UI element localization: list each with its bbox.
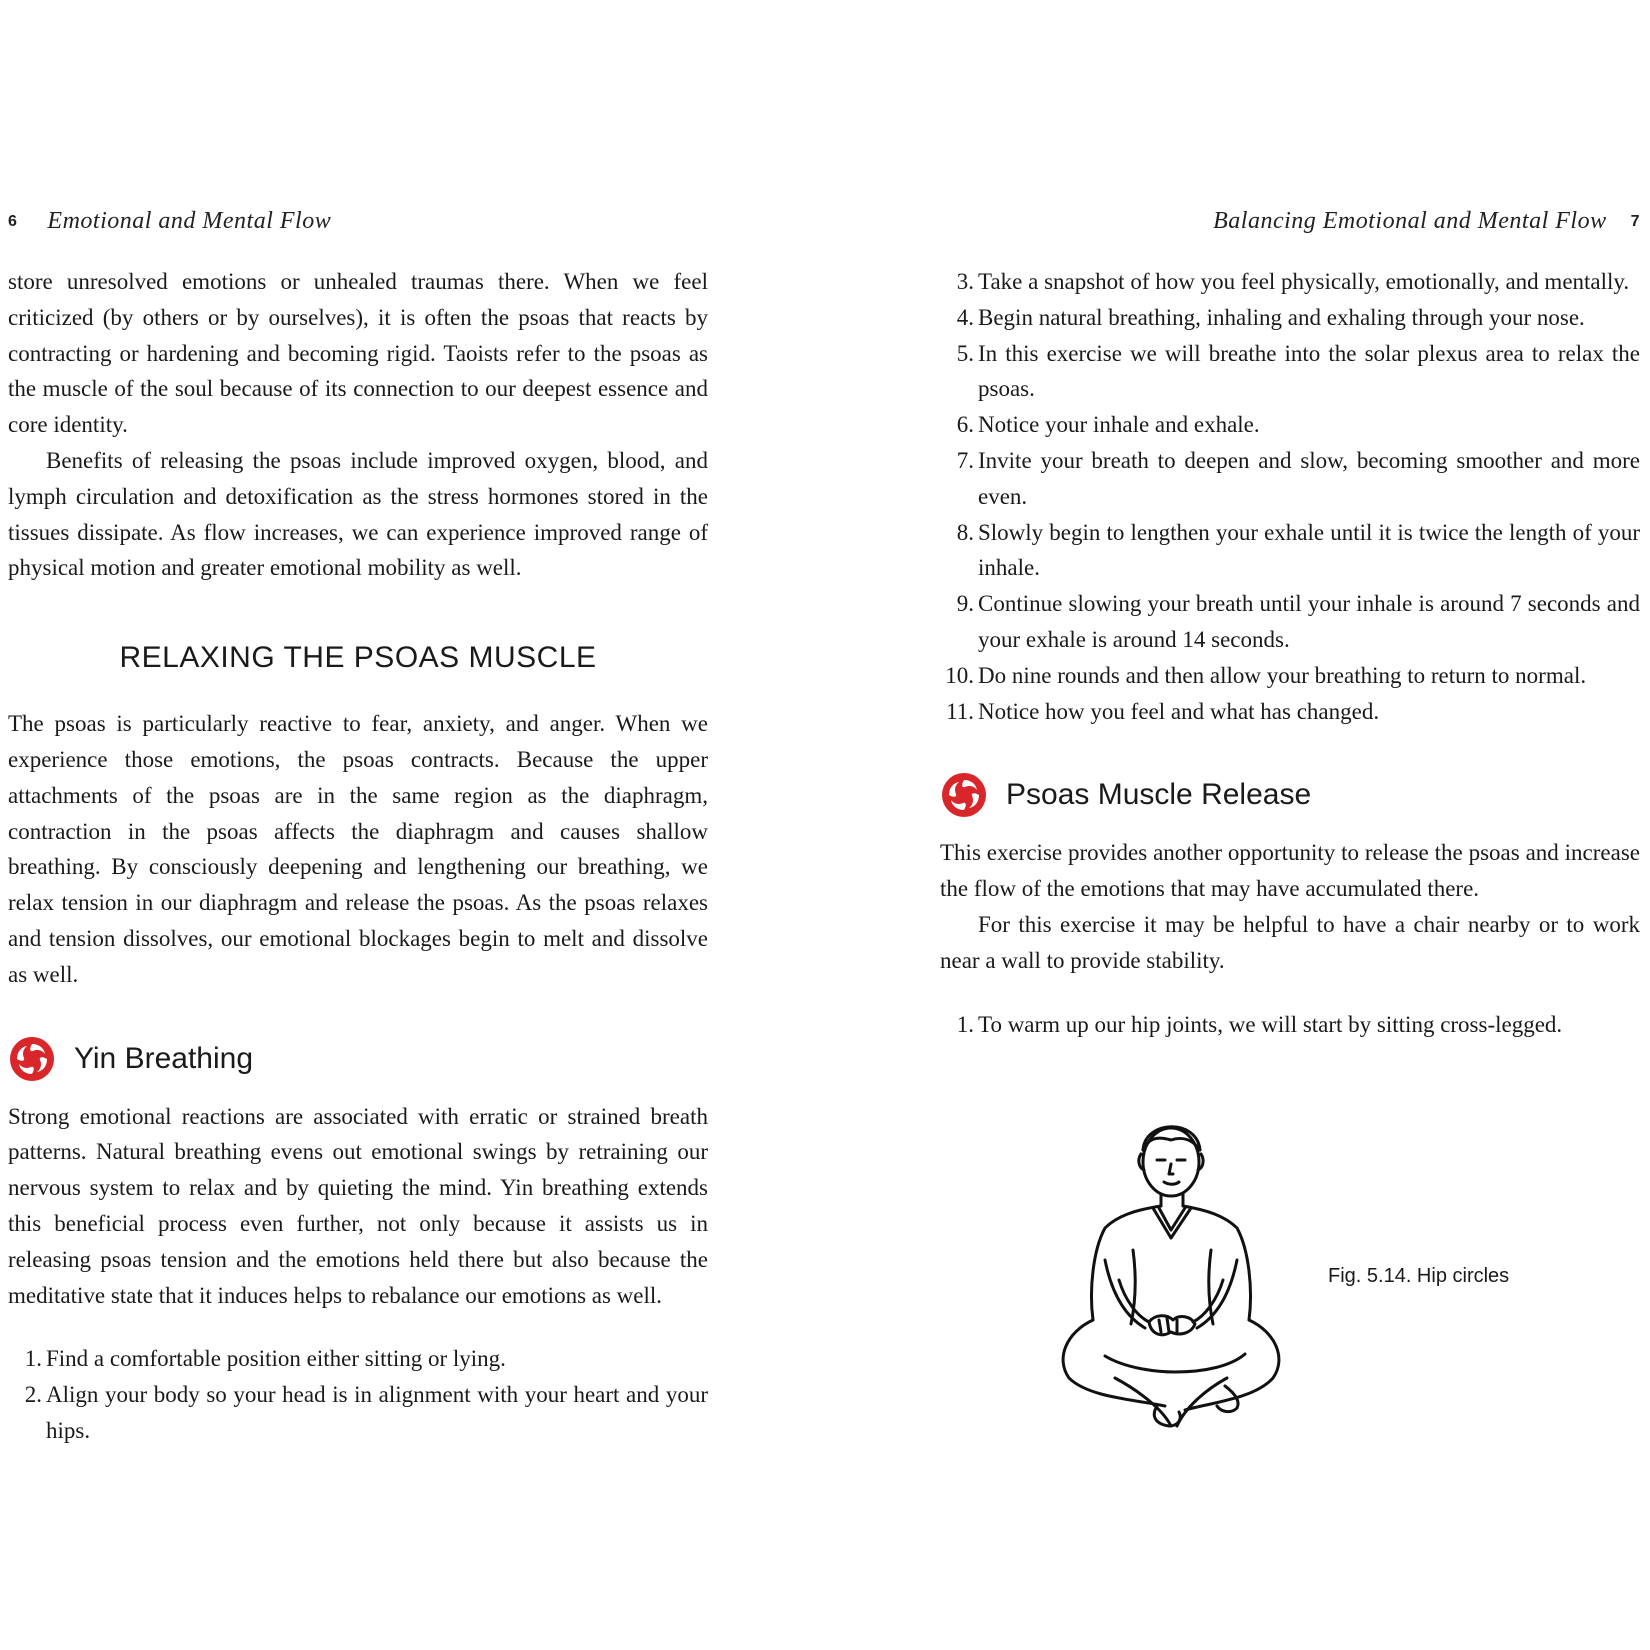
list-item: 1. Find a comfortable position either sitting or lying. <box>24 1346 506 1372</box>
paragraph: The psoas is particularly reactive to fear, anxiety, and anger. When we experience those emotions, the psoas contracts. Because the upper attachments of the psoas are in the same region as the diaphragm, contraction in the psoas affects the diaphragm and causes shallow breathing. By consciously deepening and lengthening our breathing, we relax tension in our diaphragm and release the psoas. As the psoas relaxes and tension dissolves, our emotional blockages begin to melt and dissolve as well. <box>8 711 708 987</box>
list-item: 10. Do nine rounds and then allow your breathing to return to normal. <box>945 662 1587 688</box>
subhead-label: Psoas Muscle Release <box>1006 778 1312 812</box>
right-page <box>940 0 1640 1650</box>
right-body <box>940 264 1640 1042</box>
figure-caption: Fig. 5.14. Hip circles <box>1328 1265 1510 1287</box>
list-item: 11. Notice how you feel and what has changed. <box>946 698 1380 724</box>
paragraph: This exercise provides another opportunity to release the psoas and increase the flow of the emotions that may have accumulated there. <box>940 840 1640 902</box>
list-item: 3. Take a snapshot of how you feel physically, emotionally, and mentally. <box>956 269 1630 294</box>
swirl-emblem-icon <box>940 771 988 819</box>
steps-list <box>940 1007 1640 1043</box>
list-item: 4. Begin natural breathing, inhaling and exhaling through your nose. <box>956 304 1585 330</box>
seated-figure-illustration <box>1045 1110 1295 1430</box>
running-head-left <box>8 208 331 235</box>
swirl-emblem-icon <box>8 1035 56 1083</box>
steps-list <box>940 264 1640 729</box>
page-number: 7 <box>1630 213 1640 231</box>
running-head-right <box>1213 208 1640 235</box>
running-head-title: Balancing Emotional and Mental Flow <box>1213 208 1607 234</box>
left-body <box>8 264 708 1449</box>
page-number: 6 <box>8 213 18 231</box>
list-item: 9. Continue slowing your breath until your inhale is around 7 seconds and your exhale is around 14 seconds. <box>956 591 1640 652</box>
subhead-yin-breathing <box>8 1033 708 1085</box>
section-title: RELAXING THE PSOAS MUSCLE <box>119 641 597 675</box>
list-item: 1. To warm up our hip joints, we will start by sitting cross-legged. <box>956 1011 1563 1037</box>
paragraph: For this exercise it may be helpful to have a chair nearby or to work near a wall to provide stability. <box>940 911 1640 973</box>
running-head-title: Emotional and Mental Flow <box>47 208 332 234</box>
left-page <box>0 0 720 1650</box>
list-item: 5. In this exercise we will breathe into the solar plexus area to relax the psoas. <box>956 340 1640 402</box>
list-item: 8. Slowly begin to lengthen your exhale until it is twice the length of your inhale. <box>956 519 1640 581</box>
list-item: 6. Notice your inhale and exhale. <box>956 412 1260 438</box>
list-item: 2. Align your body so your head is in alignment with your heart and your hips. <box>24 1382 708 1443</box>
subhead-label: Yin Breathing <box>74 1041 254 1075</box>
steps-list <box>8 1341 708 1448</box>
list-item: 7. Invite your breath to deepen and slow, becoming smoother and more even. <box>956 447 1640 509</box>
paragraph: Strong emotional reactions are associated with erratic or strained breath patterns. Natural breathing evens out emotional swings by retraining our nervous system to relax and by quieting the mind. Yin breathing extends this beneficial process even further, not only because it assists us in releasing psoas tension and the emotions held there but also because the meditative state that it induces helps to rebalance our emotions as well. <box>8 1103 708 1308</box>
paragraph: Benefits of releasing the psoas include improved oxygen, blood, and lymph circulation and detoxification as the stress hormones stored in the tissues dissipate. As flow increases, we can experience improved range of physical motion and greater emotional mobility as well. <box>8 447 708 581</box>
paragraph: store unresolved emotions or unhealed traumas there. When we feel criticized (by others or by ourselves), it is often the psoas that reacts by contracting or hardening and becoming rigid. Taoists refer to the psoas as the muscle of the soul because of its connection to our deepest essence and core identity. <box>8 269 708 438</box>
subhead-psoas-release <box>940 769 1640 821</box>
